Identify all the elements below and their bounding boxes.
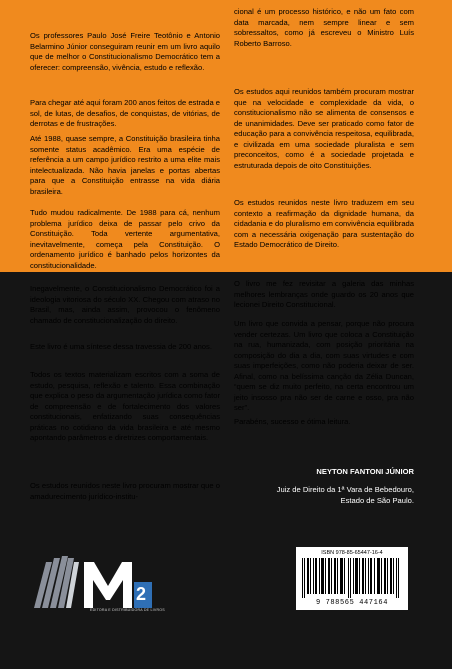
paragraph: Todos os textos materializam escritos com a soma de estudo, pesquisa, reflexão e talento. Essa combinação que explica o peso da argumentação jurídica como fator de compreensão e de fortalecimento dos valores constitucionais, enfatizando suas consequências práticas no cotidiano da vida brasileira e até mesmo apontando parâmetros e diretrizes comportamentais. — [30, 370, 220, 443]
author-role-line: Estado de São Paulo. — [340, 495, 414, 505]
author-name: NEYTON FANTONI JÚNIOR — [316, 467, 414, 476]
paragraph: Os professores Paulo José Freire Teotônio e Antonio Belarmino Júnior conseguiram reunir em um livro aquilo que de melhor o Constitucionalismo Democrático tem a oferecer: compreensão, vivência, estudo e reflexão. — [30, 31, 220, 72]
paragraph: Um livro que convida a pensar, porque não procura vender certezas. Um livro que coloca a Constituição na rua, humanizada, com posição prioritária na composição do dia a dia, com suas virtudes e com suas imperfeições, como não poderia deixar de ser. Afinal, como na belíssima canção da Zélia Duncan, “quem se diz muito perfeito, na certa encontrou um jeito insosso pra não ser de carne e osso, pra não ser”. — [234, 319, 414, 413]
paragraph: Os estudos reunidos neste livro traduzem em seu contexto a reafirmação da dignidade humana, da cidadania e do pluralismo em convivência equilibrada com a necessária oxigenação para sustentação do Estado Democrático de Direito. — [234, 198, 414, 250]
paragraph: Inegavelmente, o Constitucionalismo Democrático foi a ideologia vitoriosa do século XX. Chegou com atraso no Brasil, mas, ainda assim, provocou o fenômeno chamado de constitucionalização do direito. — [30, 284, 220, 325]
publisher-logo-icon — [32, 552, 182, 612]
signature-block — [234, 466, 414, 506]
paragraph: Os estudos reunidos neste livro procuram mostrar que o amadurecimento jurídico-institu- — [30, 481, 220, 501]
isbn-label: ISBN 978-85-65447-16-4 — [321, 550, 383, 556]
author-role-line: Juiz de Direito da 1ª Vara de Bebedouro, — [276, 485, 414, 494]
paragraph: Os estudos aqui reunidos também procuram mostrar que na velocidade e complexidade da vida, o constitucionalismo não se alimenta de consensos e de unanimidades. Deve ser praticado como fator de educação para a convivência respeitosa, equilibrada, e civilizada em uma sociedade pluralista e sem preconceitos, como é a sociedade projetada e estruturada depois de oito Constituições. — [234, 87, 414, 170]
paragraph: Para chegar até aqui foram 200 anos feitos de estrada e sol, de lutas, de desafios, de conquistas, de vitórias, de derrotas e de frustrações. — [30, 98, 220, 129]
barcode-digits: 9 788565 447164 — [315, 599, 388, 607]
paragraph: Este livro é uma síntese dessa travessia de 200 anos. — [30, 342, 212, 351]
paragraph: O livro me fez revisitar a galeria das minhas melhores lembranças onde guardo os 20 anos que lecionei Direito Constitucional. — [234, 279, 414, 310]
paragraph: cional é um processo histórico, e não um fato com data marcada, nem sempre linear e sem sobressaltos, como já escreveu o Ministro Luís Roberto Barroso. — [234, 7, 414, 48]
paragraph: Até 1988, quase sempre, a Constituição brasileira tinha somente status acadêmico. Era uma espécie de referência a um campo jurídico restrito a uma elite mais intelectualizada. Não havia janelas e portas abertas para que a Constituição entrasse na vida diária brasileira. — [30, 134, 220, 196]
isbn-barcode — [296, 547, 408, 610]
publisher-logo — [32, 552, 182, 622]
paragraph: Parabéns, sucesso e ótima leitura. — [234, 417, 351, 426]
barcode-icon — [302, 558, 402, 598]
publisher-mark: 2 — [136, 584, 147, 604]
paragraph: Tudo mudou radicalmente. De 1988 para cá, nenhum problema jurídico deixa de passar pelo crivo da Constituição. Toda vertente argumentativa, inevitavelmente, começa pela Constituição. O ordenamento jurídico é banhado pelos horizontes da constitucionalidade. — [30, 208, 220, 270]
publisher-tagline: EDITORA E DISTRIBUIDORA DE LIVROS — [90, 608, 165, 612]
